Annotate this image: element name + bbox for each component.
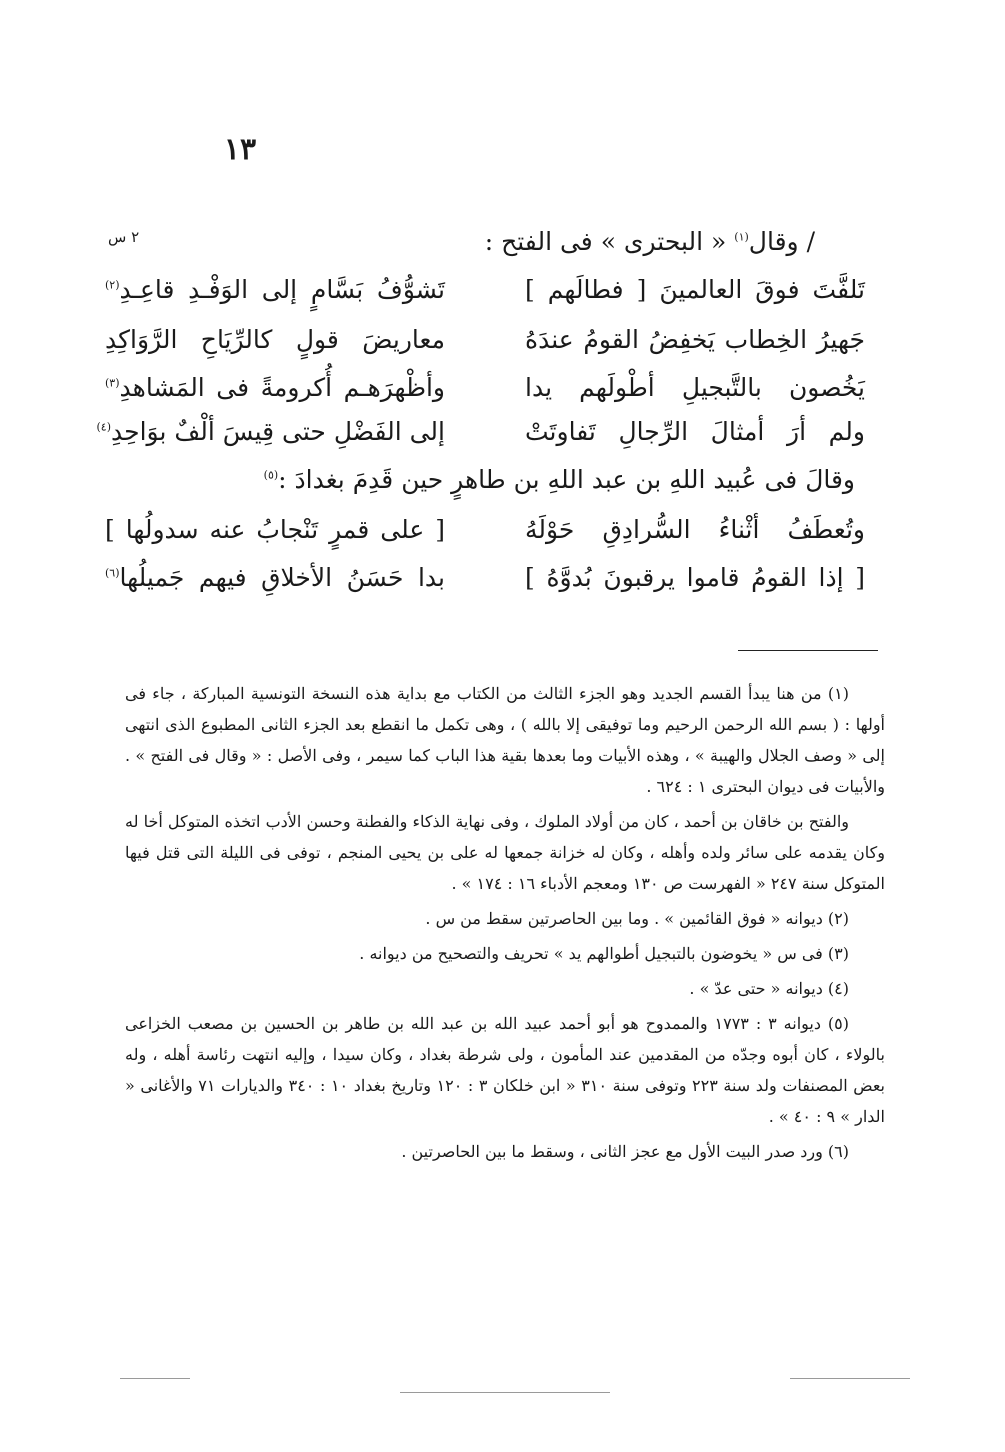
- verse-first-hemistich: تَلفَّتَ فوقَ العالمينَ [ فطالَهم ]: [525, 275, 865, 304]
- verse-line: [105, 508, 865, 552]
- verse-line: [105, 318, 865, 362]
- footnote: (٣) فى س « يخوضون بالتبجيل أطوالهم يد » تحريف والتصحيح من ديوانه .: [359, 944, 849, 963]
- footnote: (٦) ورد صدر البيت الأول مع عجز الثانى ، وسقط ما بين الحاصرتين .: [401, 1142, 849, 1161]
- footnote-ref-5: (٥): [263, 468, 279, 482]
- verse-second-hemistich: [105, 268, 445, 312]
- verse-second-hemistich: [105, 366, 445, 410]
- footnote: (٤) ديوانه « حتى عدّ » .: [689, 979, 849, 998]
- footnote-ref-2: (٢): [105, 278, 120, 292]
- verse-first-hemistich: [ إذا القومُ قاموا يرقبونَ بُدوَّهُ ]: [525, 563, 865, 592]
- verse-first-hemistich: وتُعطَفُ أثْناءُ السُّرادِقِ حَوْلَهُ: [525, 515, 865, 544]
- verse-second-hemistich: معاريضَ قولٍ كالرِّيَاحِ الرَّوَاكِدِ: [105, 325, 445, 354]
- verse-line: [96, 410, 865, 454]
- poem-intro-1: [115, 222, 815, 262]
- intro-2-text: وقالَ فى عُبيد اللهِ بن عبد اللهِ بن طاهرٍ حين قَدِمَ بغدادَ :: [278, 465, 855, 494]
- manuscript-folio-note: ٢ س: [108, 228, 140, 246]
- footnote-ref-6: (٦): [105, 566, 120, 580]
- verse-second-text: بدا حَسَنُ الأخلاقِ فيهم جَميلُها: [119, 563, 445, 592]
- footnote-ref-4: (٤): [96, 420, 111, 434]
- verse-second-hemistich: [ على قمرٍ تَنْجابُ عنه سدولُها ]: [105, 515, 445, 544]
- verse-line: [105, 556, 865, 600]
- verse-second-hemistich: [105, 556, 445, 600]
- verse-second-text: تَشوُّفُ بَسَّامٍ إلى الوَفْـدِ قاعِـدِ: [119, 275, 445, 304]
- footnote: (١) من هنا يبدأ القسم الجديد وهو الجزء الثالث من الكتاب مع بداية هذه النسخة التونسية المباركة ، جاء فى أولها : ( بسم الله الرحمن الرحيم وما توفيقى إلا بالله ) ، وهى تكمل ما انقطع بعد الجزء الثانى المطبوع الذى انتهى إلى « وصف الجلال والهيبة » ، وهذه الأبيات وما بعدها بقية هذا الباب كما سيمر ، وفى الأصل : « وقال فى الفتح » . والأبيات فى ديوان البحترى ١ : ٦٢٤ .: [125, 684, 885, 796]
- poem-intro-2: [155, 460, 855, 500]
- verse-line: [105, 268, 865, 312]
- folio-slash: /: [806, 227, 815, 256]
- verse-second-text: وأظْهرَهـم أُكرومةً فى المَشاهدِ: [119, 373, 445, 402]
- verse-second-hemistich: [96, 410, 445, 454]
- verse-first-hemistich: يَخُصون بالتَّبجيلِ أطْولَهم يدا: [525, 373, 865, 402]
- footnote: (٢) ديوانه « فوق القائمين » . وما بين الحاصرتين سقط من س .: [425, 909, 849, 928]
- footnotes: [125, 678, 885, 1171]
- scan-edge-mark: [790, 1378, 910, 1379]
- footnote: والفتح بن خاقان بن أحمد ، كان من أولاد الملوك ، وفى نهاية الذكاء والفطنة وحسن الأدب اتخذه المتوكل أخا له وكان يقدمه على سائر ولده وأهله ، وكان له خزانة جمعها له على بن يحيى المنجم ، توفى فى الليلة التى قتل فيها المتوكل سنة ٢٤٧ « الفهرست ص ١٣٠ ومعجم الأدباء ١٦ : ١٧٤ » .: [125, 812, 885, 893]
- footnote-separator: [738, 650, 878, 651]
- intro-text-after: « البحترى » فى الفتح :: [484, 227, 727, 256]
- verse-first-hemistich: ولم أرَ أمثالَ الرِّجالِ تَفاوتَتْ: [525, 417, 865, 446]
- scan-edge-mark: [120, 1378, 190, 1379]
- intro-text-before: وقال: [748, 227, 799, 256]
- footnote-ref-3: (٣): [105, 376, 120, 390]
- verse-second-text: إلى الفَضْلِ حتى قِيسَ ألْفٌ بوَاحِدِ: [111, 417, 445, 446]
- verse-first-hemistich: جَهيرُ الخِطاب يَخفِضُ القومُ عندَهُ: [525, 325, 865, 354]
- scan-edge-mark: [400, 1392, 610, 1393]
- footnote-ref-1: (١): [734, 230, 749, 244]
- page-number: ١٣: [223, 132, 257, 167]
- footnote: (٥) ديوانه ٣ : ١٧٧٣ والممدوح هو أبو أحمد عبيد الله بن عبد الله بن طاهر بن الحسين بن مصعب الخزاعى بالولاء ، كان أبوه وجدّه من المقدمين عند المأمون ، ولى شرطة بغداد ، وكان سيدا ، وإليه انتهت رئاسة أهله ، وله بعض المصنفات ولد سنة ٢٢٣ وتوفى سنة ٣١٠ « ابن خلكان ٣ : ١٢٠ وتاريخ بغداد ١٠ : ٣٤٠ والديارات ٧١ والأغانى « الدار » ٩ : ٤٠ » .: [125, 1014, 886, 1126]
- verse-line: [105, 366, 865, 410]
